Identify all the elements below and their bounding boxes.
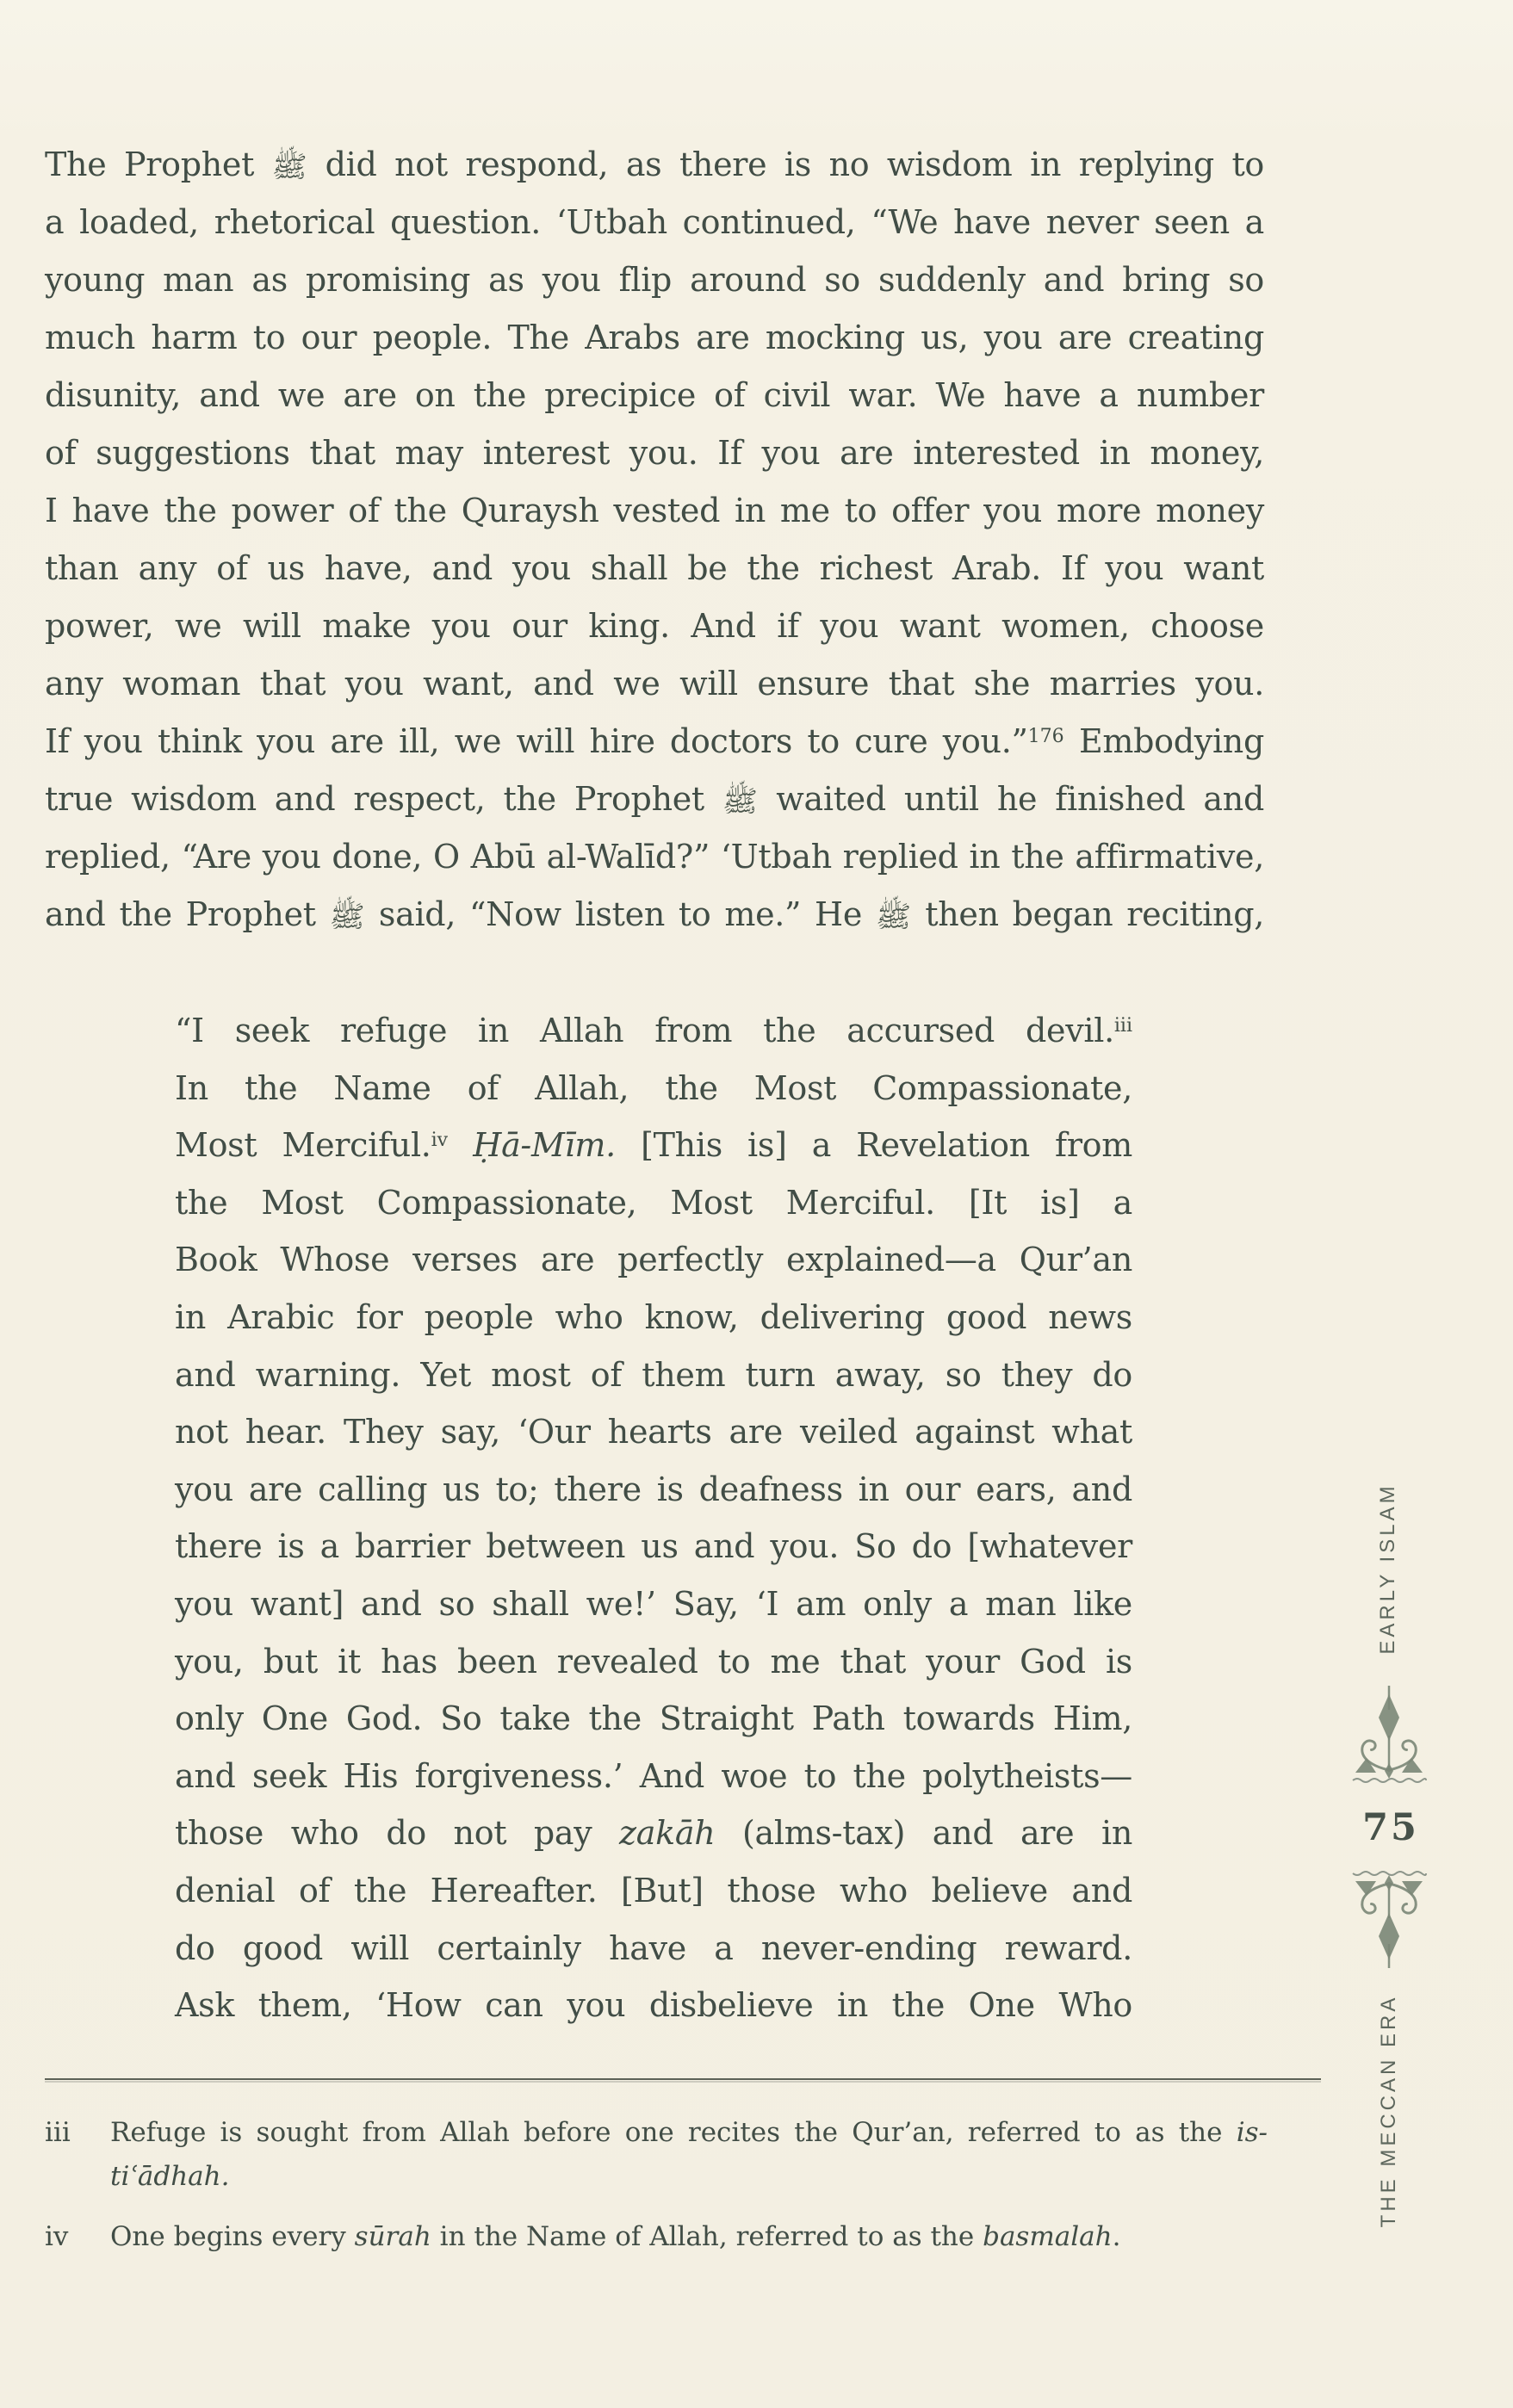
quote-line: only One God. So take the Straight Path towards Him, xyxy=(175,1699,1132,1738)
text-line: much harm to our people. The Arabs are mocking us, you are creating xyxy=(45,319,1264,356)
section-label-meccan-era: THE MECCAN ERA xyxy=(1377,1994,1400,2228)
text-line: young man as promising as you flip around so suddenly and bring so xyxy=(45,261,1264,299)
text-line: than any of us have, and you shall be the richest Arab. If you want xyxy=(45,549,1264,587)
quote-line: you, but it has been revealed to me that your God is xyxy=(175,1642,1132,1681)
quote-line: denial of the Hereafter. [But] those who believe and xyxy=(175,1871,1132,1910)
footnote-line: tiʿādhah. xyxy=(110,2161,230,2192)
fleuron-ornament-up-icon xyxy=(1349,1684,1429,1784)
quote-line: “I seek refuge in Allah from the accursed devil.$^{iii}$ xyxy=(175,1012,1132,1049)
footnote-marker: iii xyxy=(45,2117,71,2148)
quote-line: those who do not pay zakāh (alms-tax) and are in xyxy=(175,1814,1133,1853)
footnote-iii xyxy=(45,2111,1268,2199)
text-line: power, we will make you our king. And if you want women, choose xyxy=(45,607,1264,645)
footnotes-section xyxy=(45,2111,1268,2275)
text-line: replied, “Are you done, O Abū al-Walīd?” ‘Utbah replied in the affirmative, xyxy=(45,838,1264,876)
quote-line: the Most Compassionate, Most Merciful. [It is] a xyxy=(175,1183,1132,1222)
text-line: a loaded, rhetorical question. ‘Utbah continued, “We have never seen a xyxy=(45,203,1264,241)
footnote-line: One begins every sūrah in the Name of Allah, referred to as the basmalah. xyxy=(110,2221,1121,2252)
quote-line: Book Whose verses are perfectly explained—a Qur’an xyxy=(175,1241,1132,1279)
text-line: The Prophet ﷺ did not respond, as there is no wisdom in replying to xyxy=(45,145,1264,184)
quote-line: and seek His forgiveness.’ And woe to the polytheists— xyxy=(175,1756,1132,1795)
quote-line: there is a barrier between us and you. So do [whatever xyxy=(175,1527,1132,1566)
quote-line: you are calling us to; there is deafness in our ears, and xyxy=(175,1470,1132,1508)
text-line: and the Prophet ﷺ said, “Now listen to me.” He ﷺ then began reciting, xyxy=(45,895,1264,934)
quote-line: In the Name of Allah, the Most Compassionate, xyxy=(175,1068,1132,1107)
footnote-text xyxy=(110,2111,1268,2199)
quran-quote-block xyxy=(175,1002,1132,2034)
section-label-early-islam: EARLY ISLAM xyxy=(1376,1483,1399,1655)
footnote-marker: iv xyxy=(45,2221,69,2252)
quote-line: and warning. Yet most of them turn away, so they do xyxy=(175,1355,1132,1394)
text-line: If you think you are ill, we will hire doctors to cure you.”$^{176}$ Embodying xyxy=(45,722,1264,760)
footnote-divider-rule xyxy=(45,2078,1321,2080)
quote-line: Most Merciful.$^{iv}$ Ḥā-Mīm. [This is] a Revelation from xyxy=(175,1126,1132,1165)
text-line: disunity, and we are on the precipice of civil war. We have a number xyxy=(45,376,1264,414)
footnote-line: Refuge is sought from Allah before one recites the Qur’an, referred to as the is- xyxy=(110,2117,1268,2148)
quote-line: Ask them, ‘How can you disbelieve in the One Who xyxy=(175,1986,1132,2025)
quote-line: you want] and so shall we!’ Say, ‘I am only a man like xyxy=(175,1584,1132,1623)
quote-line: in Arabic for people who know, delivering good news xyxy=(175,1297,1132,1336)
footnote-text xyxy=(110,2215,1268,2259)
quote-line: not hear. They say, ‘Our hearts are veiled against what xyxy=(175,1413,1132,1452)
footnote-iv xyxy=(45,2215,1268,2259)
quote-line: do good will certainly have a never-ending reward. xyxy=(175,1928,1132,1967)
main-text-block xyxy=(45,136,1264,944)
text-line: true wisdom and respect, the Prophet ﷺ waited until he finished and xyxy=(45,780,1264,819)
fleuron-ornament-down-icon xyxy=(1349,1870,1429,1970)
text-line: any woman that you want, and we will ensure that she marries you. xyxy=(45,665,1264,703)
text-line: I have the power of the Quraysh vested in me to offer you more money xyxy=(45,492,1264,529)
page-number: 75 xyxy=(1362,1806,1419,1849)
text-line: of suggestions that may interest you. If you are interested in money, xyxy=(45,434,1264,472)
